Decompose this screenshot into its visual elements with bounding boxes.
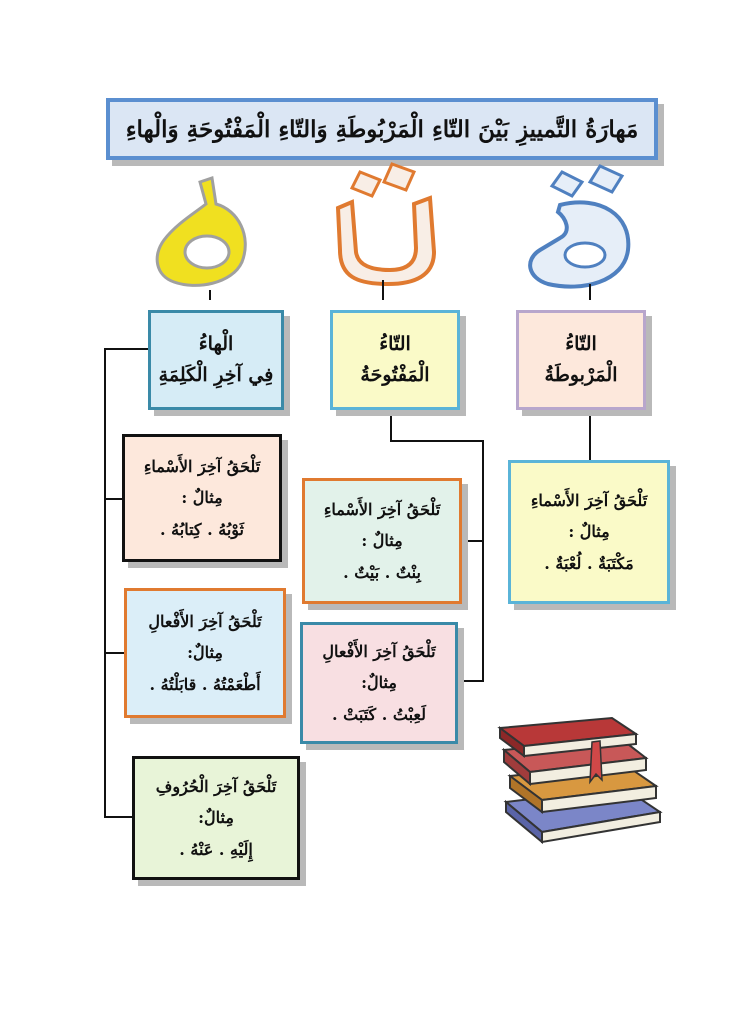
header-maftuha-line1: التّاءُ bbox=[379, 332, 411, 355]
page-title: مَهارَةُ التَّمييزِ بَيْنَ التّاءِ الْمَرْبُوطَةِ وَالتّاءِ الْمَفْتُوحَةِ وَالْهاءِ bbox=[106, 98, 658, 160]
header-maftuha-line2: الْمَفْتُوحَةُ bbox=[360, 364, 430, 386]
example-label: مِثالٌ : bbox=[181, 488, 223, 508]
letters-illustration bbox=[0, 0, 736, 300]
example-label: مِثالٌ: bbox=[361, 673, 397, 693]
example-maftuha-verbs bbox=[300, 622, 458, 744]
example-ha-particles bbox=[132, 756, 300, 880]
letter-marbuta-icon bbox=[530, 166, 628, 287]
header-marbuta-line1: التّاءُ bbox=[565, 332, 597, 355]
connector-maftuha-trunk bbox=[482, 440, 484, 682]
connector-ha-trunk bbox=[104, 348, 106, 818]
letter-ha-icon bbox=[157, 178, 245, 285]
example-rule: تَلْحَقُ آخِرَ الأَفْعالِ bbox=[148, 612, 262, 632]
example-words: لَعِبْتُ . كَتَبَتْ . bbox=[332, 704, 426, 724]
connector-maftuha-ex1 bbox=[462, 540, 484, 542]
example-words: مَكْتَبَةٌ . لُعْبَةٌ . bbox=[544, 553, 634, 573]
connector-maftuha-across bbox=[390, 440, 484, 442]
example-words: إِلَيْهِ . عَنْهُ . bbox=[179, 839, 253, 859]
example-rule: تَلْحَقُ آخِرَ الأَسْماءِ bbox=[323, 500, 441, 520]
example-rule: تَلْحَقُ آخِرَ الأَفْعالِ bbox=[322, 642, 436, 662]
header-marbuta-line2: الْمَرْبوطَةُ bbox=[544, 364, 618, 386]
connector-ha-ex3 bbox=[104, 816, 132, 818]
example-marbuta-names bbox=[508, 460, 670, 604]
connector-maftuha-ex2 bbox=[458, 680, 484, 682]
header-maftuha bbox=[330, 310, 460, 410]
example-ha-names bbox=[122, 434, 282, 562]
header-ha bbox=[148, 310, 284, 410]
connector-ha-ex1 bbox=[104, 498, 122, 500]
example-words: أَطْعَمْتُهُ . قابَلْتُهُ . bbox=[149, 674, 261, 694]
connector-ha-ex2 bbox=[104, 652, 124, 654]
books-icon bbox=[496, 714, 672, 846]
example-label: مِثالٌ: bbox=[198, 808, 234, 828]
header-marbuta bbox=[516, 310, 646, 410]
example-ha-verbs bbox=[124, 588, 286, 718]
header-ha-line2: فِي آخِرِ الْكَلِمَةِ bbox=[158, 364, 274, 386]
example-words: ثَوْبُهُ . كِتابُهُ . bbox=[160, 519, 244, 539]
example-words: بِنْتٌ . بَيْتٌ . bbox=[343, 562, 421, 582]
example-maftuha-names bbox=[302, 478, 462, 604]
example-rule: تَلْحَقُ آخِرَ الْحُرُوفِ bbox=[155, 777, 277, 797]
connector-ha-top bbox=[104, 348, 150, 350]
example-rule: تَلْحَقُ آخِرَ الأَسْماءِ bbox=[143, 457, 261, 477]
header-ha-line1: الْهاءُ bbox=[198, 332, 234, 355]
letter-maftuha-icon bbox=[338, 164, 434, 284]
connector-marbuta-down bbox=[589, 410, 591, 460]
connector-maftuha-down bbox=[390, 410, 392, 442]
example-label: مِثالٌ: bbox=[187, 643, 223, 663]
example-label: مِثالٌ : bbox=[361, 531, 403, 551]
example-label: مِثالٌ : bbox=[568, 522, 610, 542]
example-rule: تَلْحَقُ آخِرَ الأَسْماءِ bbox=[530, 491, 648, 511]
